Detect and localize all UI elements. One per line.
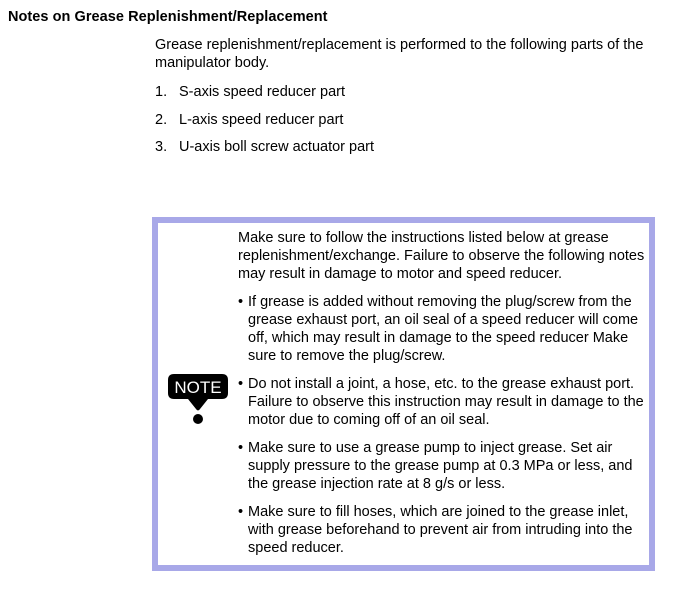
parts-list <box>155 83 374 166</box>
section-heading: Notes on Grease Replenishment/Replacement <box>8 9 328 25</box>
intro-paragraph: Grease replenishment/replacement is performed to the following parts of the manipulator body. <box>155 37 644 71</box>
note-bullet-item <box>238 293 646 365</box>
note-bullet-text: If grease is added without removing the plug/screw from the grease exhaust port, an oil seal of a speed reducer will come off, which may result in damage to the speed reducer Make sure to remove the plug/screw. <box>248 294 639 364</box>
note-content <box>238 229 646 567</box>
note-box <box>152 217 655 571</box>
list-item-number: 2. <box>155 111 168 128</box>
bullet-symbol: • <box>238 376 244 392</box>
note-intro: Make sure to follow the instructions listed below at grease replenishment/exchange. Failure to observe the following notes may result in damage to motor and speed reducer. <box>238 230 645 282</box>
note-bullet-text: Do not install a joint, a hose, etc. to the grease exhaust port. Failure to observe this instruction may result in damage to the motor due to coming off of an oil seal. <box>248 376 644 428</box>
list-item-number: 1. <box>155 84 168 100</box>
note-bullet-item <box>238 439 646 493</box>
bullet-symbol: • <box>238 294 244 310</box>
list-item <box>155 111 374 139</box>
bullet-symbol: • <box>238 440 244 456</box>
note-bullet-item <box>238 375 646 429</box>
list-item-text: S-axis speed reducer part <box>179 84 346 100</box>
list-item-number: 3. <box>155 139 168 155</box>
list-item-text: U-axis boll screw actuator part <box>179 139 375 155</box>
note-bullet-item <box>238 503 646 557</box>
bullet-symbol: • <box>238 504 244 520</box>
list-item-text: L-axis speed reducer part <box>179 111 344 128</box>
list-item <box>155 138 374 166</box>
note-bullet-text: Make sure to use a grease pump to inject grease. Set air supply pressure to the grease pump at 0.3 MPa or less, and the grease injection rate at 8 g/s or less. <box>248 440 633 492</box>
note-icon-label: NOTE <box>174 378 222 397</box>
note-bullets <box>238 293 646 557</box>
note-bullet-text: Make sure to fill hoses, which are joined to the grease inlet, with grease beforehand to prevent air from intruding into the speed reducer. <box>248 504 633 556</box>
note-icon <box>166 371 230 425</box>
list-item <box>155 83 374 111</box>
